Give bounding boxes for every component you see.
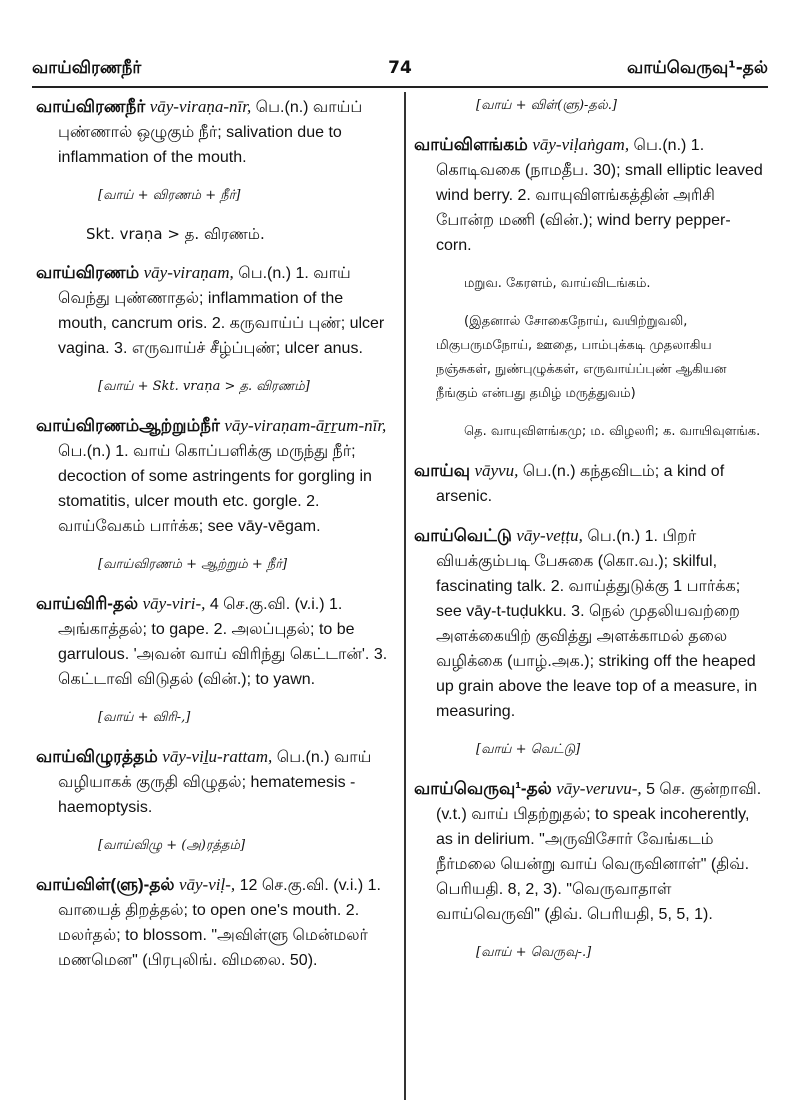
right-column bbox=[414, 94, 766, 979]
dictionary-entry bbox=[36, 413, 396, 539]
etymology: [வாய் + வெட்டு] bbox=[476, 742, 581, 757]
header-right-guideword: வாய்வெருவு¹-தல் bbox=[627, 58, 768, 78]
dictionary-entry bbox=[36, 260, 396, 361]
left-column bbox=[36, 94, 396, 987]
dictionary-entry bbox=[414, 776, 766, 927]
transliteration: vāy-viraṇa-nīr, bbox=[149, 97, 252, 116]
sanskrit-note: Skt. vraṇa > த. விரணம். bbox=[86, 225, 265, 243]
etymology: [வாய் + Skt. vraṇa > த. விரணம்] bbox=[98, 379, 310, 394]
page-number: 74 bbox=[388, 58, 412, 78]
dictionary-entry bbox=[414, 458, 766, 509]
header-left-guideword: வாய்விரணநீர் bbox=[32, 58, 142, 78]
etymology: [வாய் + விள்(ளு)-தல்.] bbox=[476, 98, 617, 113]
entry-definition: பெ.(n.) 1. வாய் வெந்து புண்ணாதல்; inflammation of the mouth, cancrum oris. 2. கருவாய்ப் புண்; ulcer vagina. 3. எருவாய்ச் சீழ்ப்புண்; ulcer anus. bbox=[58, 265, 385, 357]
headword: வாய்விள்(ளு)-தல் bbox=[36, 875, 175, 894]
etymology: [வாய்விழு + (அ)ரத்தம்] bbox=[98, 838, 246, 853]
dictionary-entry bbox=[36, 744, 396, 820]
etymology: [வாய் + விரணம் + நீர்] bbox=[98, 188, 241, 203]
entry-definition: பெ.(n.) கந்தவிடம்; a kind of arsenic. bbox=[436, 463, 725, 505]
cognates-note: தெ. வாயுவிளங்கமு; ம. விழலரி; க. வாயிவுளங்க. bbox=[464, 424, 761, 439]
entry-definition: 4 செ.கு.வி. (v.i.) 1. அங்காத்தல்; to gape. 2. அலப்புதல்; to be garrulous. 'அவன் வாய் விரிந்து கெட்டான்'. 3. கெட்டாவி விடுதல் (வின்.); to yawn. bbox=[58, 596, 388, 688]
medical-note: (இதனால் சோகைநோய், வயிற்றுவலி, மிகுபருமநோய், ஊதை, பாம்புக்கடி முதலாகிய நஞ்சுகள், நுண்புழுக்கள், எருவாய்ப்புண் ஆகியன நீங்கும் என்பது தமிழ் மருத்துவம்) bbox=[436, 314, 727, 401]
headword: வாய்வெருவு¹-தல் bbox=[414, 779, 552, 798]
transliteration: vāy-viḻu-rattam, bbox=[162, 747, 273, 766]
page-header bbox=[32, 56, 768, 88]
headword: வாய்விரணம் bbox=[36, 263, 140, 282]
headword: வாய்விழுரத்தம் bbox=[36, 747, 158, 766]
transliteration: vāyvu, bbox=[474, 461, 519, 480]
transliteration: vāy-viri-, bbox=[142, 594, 206, 613]
headword: வாய்விரணம்ஆற்றும்நீர் bbox=[36, 416, 220, 435]
transliteration: vāy-veruvu-, bbox=[556, 779, 642, 798]
dictionary-entry bbox=[414, 132, 766, 258]
dictionary-entry bbox=[36, 94, 396, 170]
entry-definition: பெ.(n.) வாய்ப் புண்ணால் ஒழுகும் நீர்; salivation due to inflammation of the mouth. bbox=[58, 99, 363, 166]
entry-definition: 5 செ. குன்றாவி.(v.t.) வாய் பிதற்றுதல்; to speak incoherently, as in delirium. "அருவிசோர் வேங்கடம் நீர்மலை யென்று வாய் வெருவினாள்" (திவ். பெரியதி. 8, 2, 3). "வெருவாதாள் வாய்வெருவி" (திவ். பெரியதி, 5, 5, 1). bbox=[436, 781, 762, 923]
headword: வாய்வெட்டு bbox=[414, 526, 512, 545]
headword: வாய்வு bbox=[414, 461, 470, 480]
entry-definition: பெ.(n.) 1. கொடிவகை (நாமதீப. 30); small elliptic leaved wind berry. 2. வாயுவிளங்கத்தின் அரிசி போன்ற மணி (வின்.); wind berry pepper-corn. bbox=[436, 137, 763, 254]
headword: வாய்விரி-தல் bbox=[36, 594, 139, 613]
dictionary-entry bbox=[414, 523, 766, 724]
dictionary-entry bbox=[36, 872, 396, 973]
entry-definition: பெ.(n.) 1. வாய் கொப்பளிக்கு மருந்து நீர்; decoction of some astringents for gorgling in stomatitis, ulcer mouth etc. gorgle. 2. வாய்வேகம் பார்க்க; see vāy-vēgam. bbox=[58, 443, 372, 535]
transliteration: vāy-viraṇam-āṟṟum-nīr, bbox=[224, 416, 387, 435]
etymology: [வாய்விரணம் + ஆற்றும் + நீர்] bbox=[98, 557, 288, 572]
synonym-note: மறுவ. கேரளம், வாய்விடங்கம். bbox=[464, 276, 651, 291]
headword: வாய்விளங்கம் bbox=[414, 135, 528, 154]
etymology: [வாய் + விரி-,] bbox=[98, 710, 191, 725]
entry-definition: 12 செ.கு.வி. (v.i.) 1. வாயைத் திறத்தல்; to open one's mouth. 2. மலர்தல்; to blossom. "அவிள்ளு மென்மலர் மணமென" (பிரபுலிங். விமலை. 50). bbox=[58, 877, 381, 969]
transliteration: vāy-viḷaṅgam, bbox=[532, 135, 630, 154]
headword: வாய்விரணநீர் bbox=[36, 97, 146, 116]
column-divider bbox=[404, 92, 406, 1100]
transliteration: vāy-viraṇam, bbox=[143, 263, 234, 282]
dictionary-entry bbox=[36, 591, 396, 692]
transliteration: vāy-viḷ-, bbox=[178, 875, 236, 894]
etymology: [வாய் + வெருவு-.] bbox=[476, 945, 592, 960]
transliteration: vāy-veṭṭu, bbox=[516, 526, 583, 545]
entry-definition: பெ.(n.) 1. பிறர் வியக்கும்படி பேசுகை (கொ.வ.); skilful, fascinating talk. 2. வாய்த்துடுக்கு 1 பார்க்க; see vāy-t-tuḍukku. 3. நெல் முதலியவற்றை அளக்கையிற் குவித்து அளக்காமல் தலை வழிக்கை (யாழ்.அக.); striking off the heaped up grain above the leave top of a measure, in measuring. bbox=[436, 528, 758, 720]
entry-definition: பெ.(n.) வாய் வழியாகக் குருதி விழுதல்; hematemesis - haemoptysis. bbox=[58, 749, 372, 816]
